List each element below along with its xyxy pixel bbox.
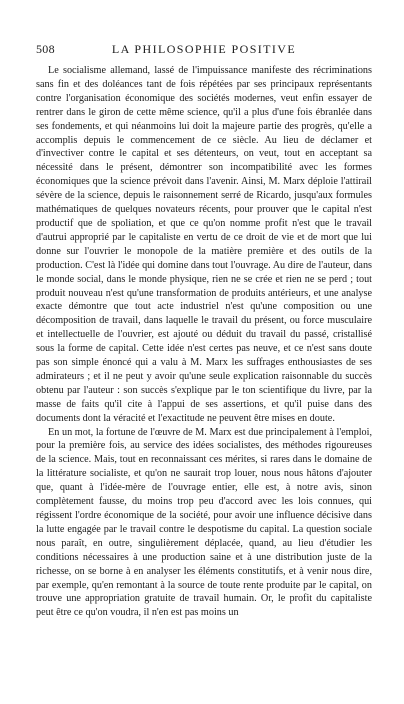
running-title: LA PHILOSOPHIE POSITIVE: [111, 42, 297, 56]
page-number: 508: [36, 42, 55, 56]
paragraph-2: En un mot, la fortune de l'œuvre de M. Marx est due principalement à l'emploi, pour la première fois, au service des idées socialistes, des méthodes rigoureuses de la science. Mais, tout en reconnaissant ces mérites, si rares dans le domaine de la littérature socialiste, et qu'on ne saurait trop louer, nous nous hâtons d'ajouter que, quant à l'idée-mère de l'ouvrage entier, elle est, à notre avis, sinon complètement fausse, du moins trop peu d'accord avec les lois connues, qui régissent l'ordre économique de la société, pour avoir une influence décisive dans la lutte engagée par le travail contre le despotisme du capital. La question sociale nous paraît, en outre, singulièrement déplacée, quand, au lieu d'étudier les conditions nécessaires à une production saine et à une distribution juste de la richesse, on se borne à en analyser les éléments constitutifs, et à venir nous dire, par exemple, qu'en remontant à la source de toute rente produite par le capital, on trouve une appropriation gratuite de travail humain. Or, le profit du capitaliste peut être ce qu'on voudra, il n'en est pas moins un: [36, 426, 372, 619]
paragraph-1: Le socialisme allemand, lassé de l'impuissance manifeste des récriminations sans fin et des doléances tant de fois répétées par ses principaux représentants contre l'organisation économique des sociétés modernes, veut enfin essayer de rentrer dans le giron de cette même science, qu'il a plus d'une fois ébranlée dans ses fondements, et qui néanmoins lui doit la majeure partie des progrès, qu'elle a accomplis depuis le commencement de ce siècle. Au lieu de déclamer et d'invectiver contre le capital et ses détenteurs, on veut, tout en acceptant sa nécessité dans le présent, démontrer son incompatibilité avec les formes économiques que la science prévoit dans l'avenir. Ainsi, M. Marx déploie l'attirail sévère de la science, depuis le raisonnement serré de Ricardo, jusqu'aux formules mathématiques de quelques novateurs récents, pour prouver que le capital n'est productif que de spoliation, et que ce qu'on nomme profit n'est que le travail d'autrui approprié par le capitaliste en vertu de ce droit de vie et de mort que lui donne sur l'ouvrier le monopole de la matière première et des outils de la production. C'est là l'idée qui domine dans tout l'ouvrage. Au dire de l'auteur, dans le monde social, dans le monde physique, rien ne se crée et rien ne se perd ; tout produit nouveau n'est qu'une transformation de produits antérieurs, et une analyse exacte démontre que tout acte industriel n'est qu'une composition ou une décomposition de travail, dans laquelle le travail du présent, ou force musculaire et intellectuelle de l'ouvrier, est ajouté ou déduit du travail du passé, cristallisé sous la forme de capital. Cette idée n'est certes pas neuve, et ce n'est sans doute pas son simple énoncé qui a valu à M. Marx les suffrages enthousiastes de ses admirateurs ; et il ne peut y avoir qu'une seule explication raisonnable du succès obtenu par l'auteur : son succès s'explique par le ton scientifique du livre, par la masse de faits qu'il cite à l'appui de ses assertions, et qu'il puise dans des documents dont la véracité et l'exactitude ne peuvent être mises en doute.: [36, 65, 372, 424]
page-header: [36, 42, 372, 64]
body-text: [36, 64, 372, 620]
